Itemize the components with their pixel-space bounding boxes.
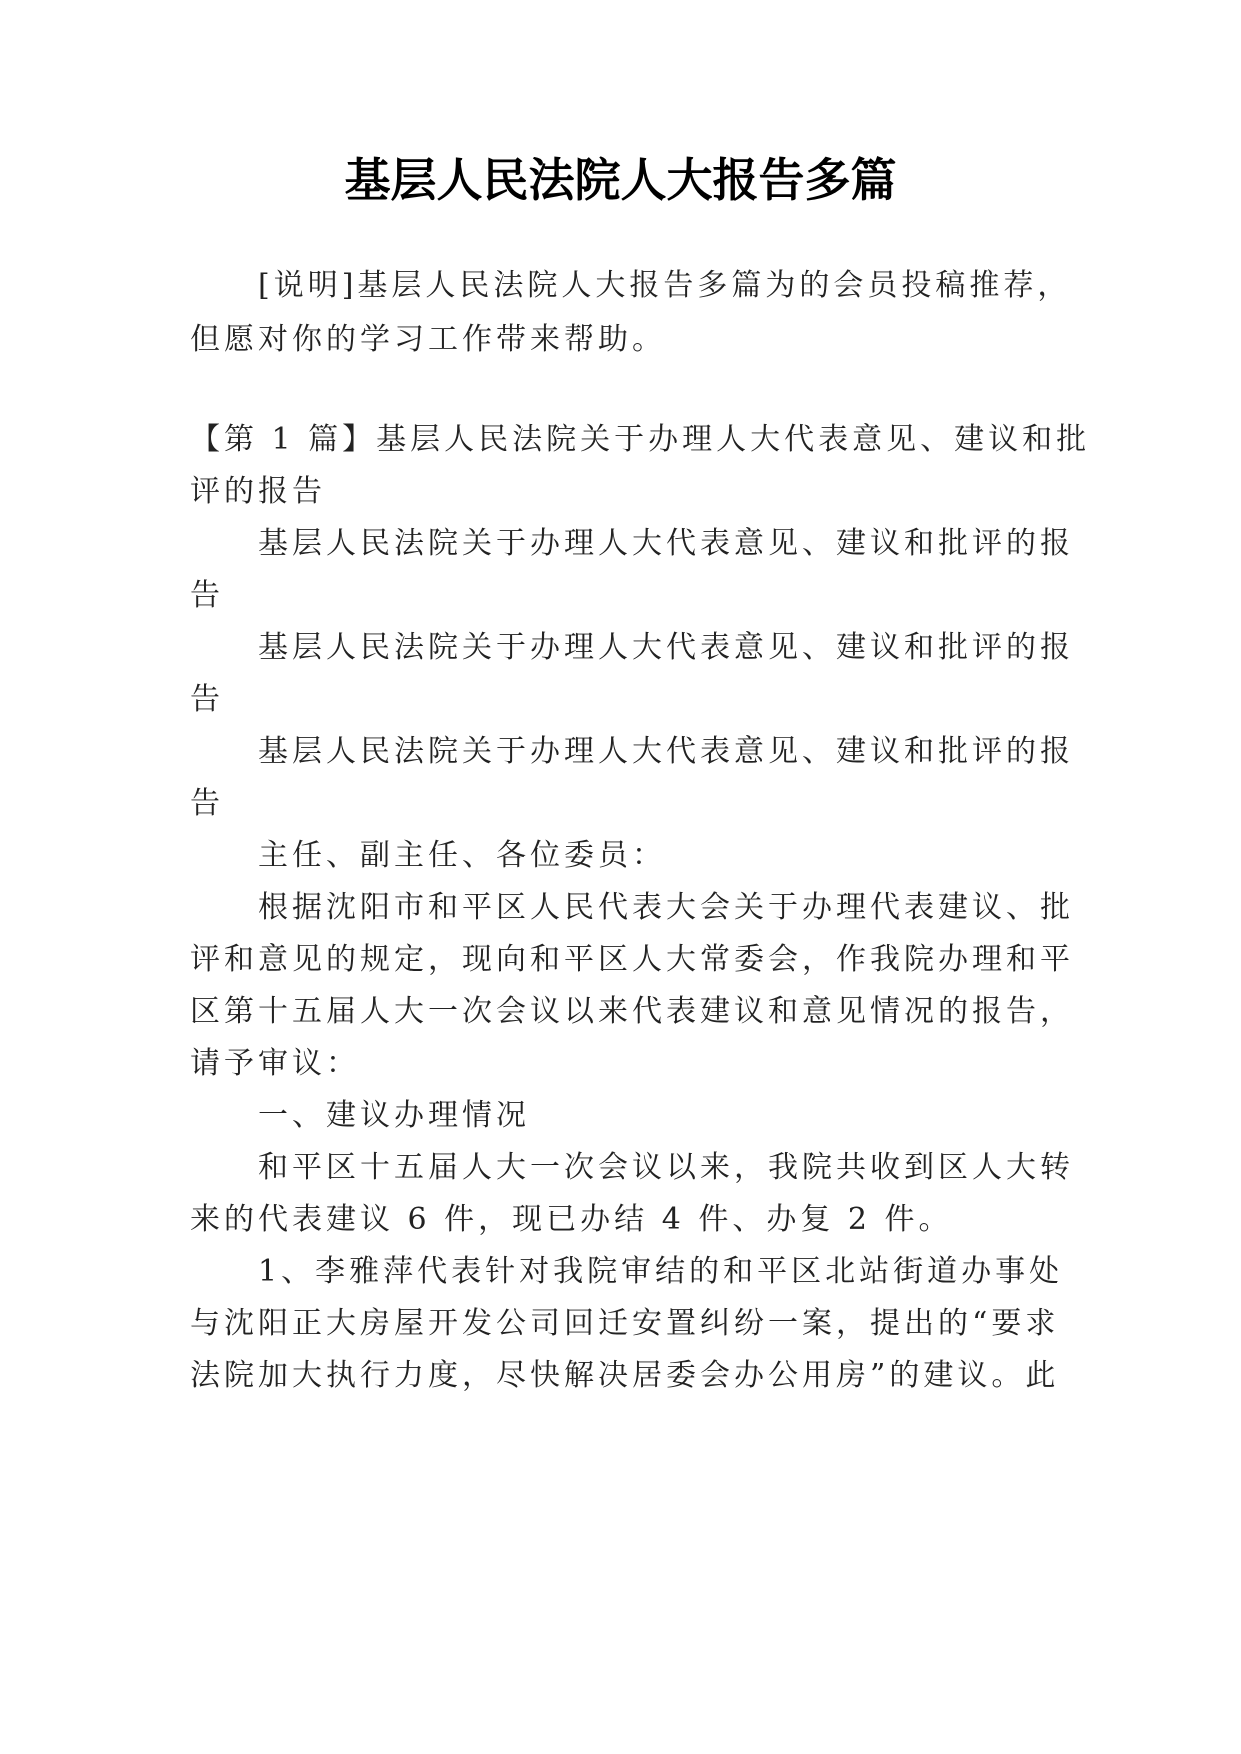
paragraph-line: 和平区十五届人大一次会议以来，我院共收到区人大转 <box>258 1150 1074 1185</box>
paragraph-line: 告 <box>190 682 224 717</box>
paragraph-line: 1、李雅萍代表针对我院审结的和平区北站街道办事处 <box>258 1254 1064 1289</box>
paragraph-line: 区第十五届人大一次会议以来代表建议和意见情况的报告， <box>190 994 1074 1029</box>
paragraph-line: 基层人民法院关于办理人大代表意见、建议和批评的报 <box>258 630 1074 665</box>
intro-line-2: 但愿对你的学习工作带来帮助。 <box>190 322 666 357</box>
intro-line-1: [说明]基层人民法院人大报告多篇为的会员投稿推荐， <box>258 268 1072 303</box>
section-heading-line-1: 【第 1 篇】基层人民法院关于办理人大代表意见、建议和批 <box>190 422 1091 457</box>
paragraph-line: 告 <box>190 786 224 821</box>
paragraph-line: 告 <box>190 578 224 613</box>
document-title: 基层人民法院人大报告多篇 <box>344 153 897 207</box>
paragraph-line: 请予审议： <box>190 1046 360 1081</box>
paragraph-line: 法院加大执行力度，尽快解决居委会办公用房”的建议。此 <box>190 1358 1060 1393</box>
section-heading-line-2: 评的报告 <box>190 474 326 509</box>
subsection-heading: 一、建议办理情况 <box>258 1098 530 1133</box>
paragraph-line: 基层人民法院关于办理人大代表意见、建议和批评的报 <box>258 734 1074 769</box>
salutation-line: 主任、副主任、各位委员： <box>258 838 666 873</box>
paragraph-line: 与沈阳正大房屋开发公司回迁安置纠纷一案，提出的“要求 <box>190 1306 1060 1341</box>
paragraph-line: 基层人民法院关于办理人大代表意见、建议和批评的报 <box>258 526 1074 561</box>
paragraph-line: 评和意见的规定，现向和平区人大常委会，作我院办理和平 <box>190 942 1074 977</box>
paragraph-line: 根据沈阳市和平区人民代表大会关于办理代表建议、批 <box>258 890 1074 925</box>
paragraph-line: 来的代表建议 6 件，现已办结 4 件、办复 2 件。 <box>190 1202 953 1237</box>
